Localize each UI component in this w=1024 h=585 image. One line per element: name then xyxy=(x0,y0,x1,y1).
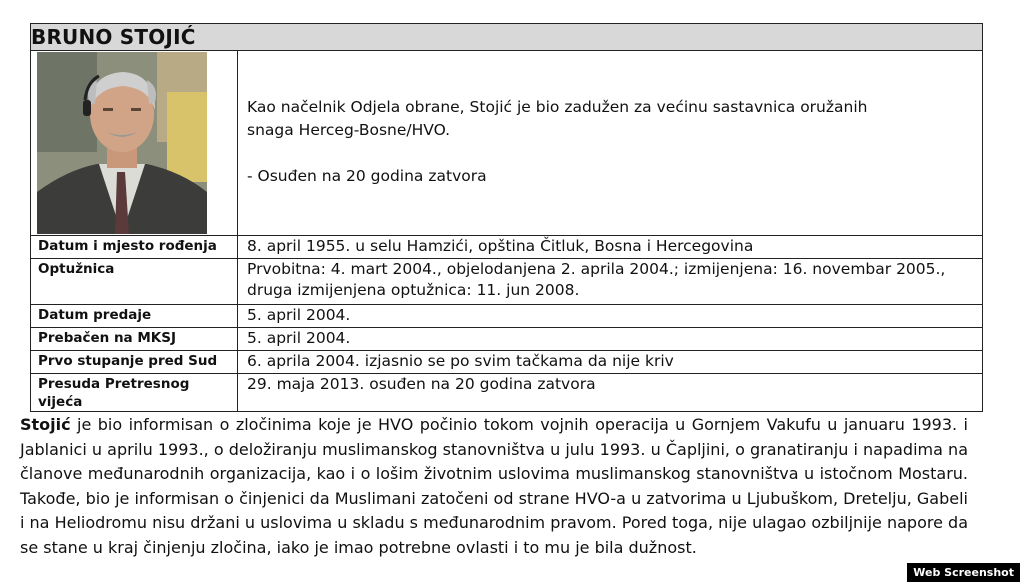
label-indictment: Optužnica xyxy=(31,259,238,305)
portrait-photo xyxy=(37,52,207,234)
label-first-appearance: Prvo stupanje pred Sud xyxy=(31,351,238,374)
summary-line-2: snaga Herceg-Bosne/HVO. xyxy=(247,121,451,139)
summary-sentence: - Osuđen na 20 godina zatvora xyxy=(247,167,487,185)
name-header: BRUNO STOJIĆ xyxy=(31,24,983,51)
profile-table xyxy=(30,23,983,412)
body-paragraph xyxy=(20,413,968,560)
value-indictment: Prvobitna: 4. mart 2004., objelodanjena 2. aprila 2004.; izmijenjena: 16. novembar 2005., druga izmijenjena optužnica: 11. jun 2008. xyxy=(238,259,983,305)
label-transfer: Prebačen na MKSJ xyxy=(31,328,238,351)
label-judgement: Presuda Pretresnog vijeća xyxy=(31,374,238,412)
label-surrender: Datum predaje xyxy=(31,305,238,328)
label-birth: Datum i mjesto rođenja xyxy=(31,236,238,259)
summary-line-1: Kao načelnik Odjela obrane, Stojić je bio zadužen za većinu sastavnica oružanih xyxy=(247,98,868,116)
value-transfer: 5. april 2004. xyxy=(238,328,983,351)
summary-cell xyxy=(238,51,983,236)
value-judgement: 29. maja 2013. osuđen na 20 godina zatvora xyxy=(238,374,983,412)
portrait-illustration xyxy=(37,52,207,234)
watermark-badge: Web Screenshot xyxy=(907,563,1020,582)
paragraph-text: je bio informisan o zločinima koje je HVO počinio tokom vojnih operacija u Gornjem Vakufu u januaru 1993. i Jablanici u aprilu 1993., o deložiranju muslimanskog stanovništva u julu 1993. u Čapljini, o granatiranju i napadima na članove međunarodnih organizacija, kao i o lošim životnim uslovima muslimanskog stanovništva u istočnom Mostaru. Takođe, bio je informisan o činjenici da Muslimani zatočeni od strane HVO-a u zatvorima u Ljubuškom, Dretelju, Gabeli i na Heliodromu nisu držani u uslovima u skladu s međunarodnim pravom. Pored toga, nije ulagao ozbiljnije napore da se stane u kraj činjenju zločina, iako je imao potrebne ovlasti i to mu je bila dužnost. xyxy=(20,415,968,557)
photo-cell xyxy=(31,51,238,236)
profile-sheet xyxy=(30,23,983,412)
paragraph-lead: Stojić xyxy=(20,415,71,434)
value-first-appearance: 6. aprila 2004. izjasnio se po svim tačkama da nije kriv xyxy=(238,351,983,374)
value-surrender: 5. april 2004. xyxy=(238,305,983,328)
value-birth: 8. april 1955. u selu Hamzići, opština Čitluk, Bosna i Hercegovina xyxy=(238,236,983,259)
